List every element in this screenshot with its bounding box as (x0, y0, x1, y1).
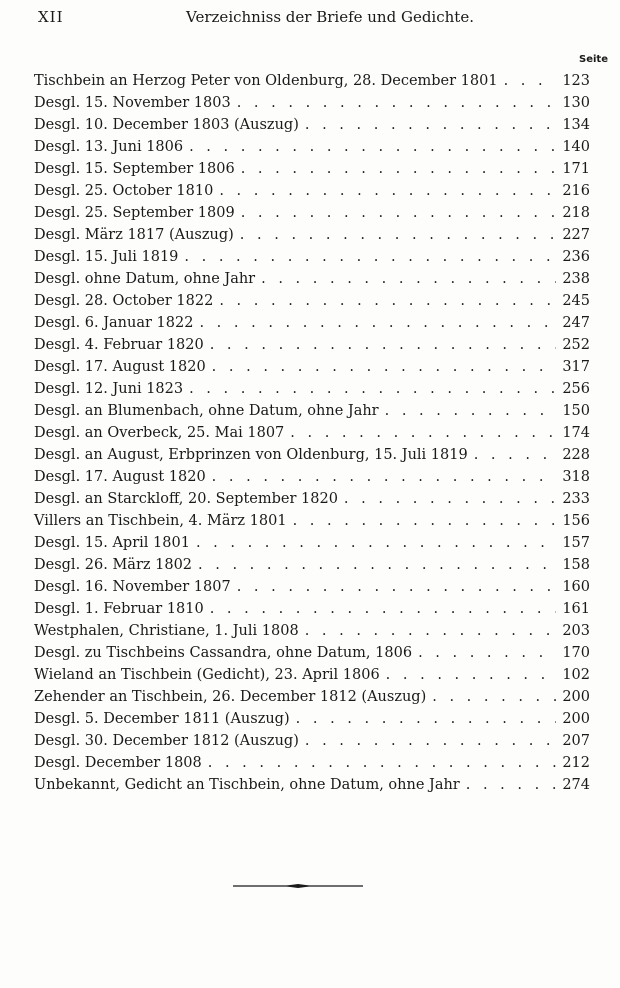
ornamental-rule (233, 884, 363, 888)
toc-entry-page: 238 (562, 271, 590, 287)
dot-leader (231, 576, 556, 598)
toc-entry-page: 233 (562, 491, 590, 507)
toc-entry-page: 256 (562, 381, 590, 397)
toc-entry (34, 92, 590, 114)
toc-entry (34, 686, 590, 708)
toc-entry-page: 170 (562, 645, 590, 661)
dot-leader (380, 664, 556, 686)
toc-entry (34, 334, 590, 356)
toc-entry-title: Desgl. 15. April 1801 (34, 535, 190, 551)
toc-entry-title: Desgl. an August, Erbprinzen von Oldenburg, 15. Juli 1819 (34, 447, 468, 463)
toc-entry-title: Desgl. 25. September 1809 (34, 205, 235, 221)
toc-entry-page: 227 (562, 227, 590, 243)
dot-leader (299, 114, 556, 136)
toc-entry-title: Desgl. 28. October 1822 (34, 293, 214, 309)
dot-leader (284, 422, 556, 444)
toc-entry-page: 171 (562, 161, 590, 177)
dot-leader (255, 268, 556, 290)
dot-leader (235, 158, 556, 180)
toc-entry (34, 158, 590, 180)
toc-entry-page: 247 (562, 315, 590, 331)
toc-entry-title: Desgl. 17. August 1820 (34, 359, 206, 375)
toc-entry-title: Desgl. 15. November 1803 (34, 95, 231, 111)
dot-leader (204, 598, 556, 620)
table-of-contents (34, 70, 590, 796)
toc-entry-page: 156 (562, 513, 590, 529)
dot-leader (234, 224, 556, 246)
toc-entry-title: Desgl. an Blumenbach, ohne Datum, ohne Jahr (34, 403, 379, 419)
dot-leader (498, 70, 556, 92)
toc-entry (34, 752, 590, 774)
toc-entry-title: Zehender an Tischbein, 26. December 1812 (Auszug) (34, 689, 427, 705)
toc-entry (34, 488, 590, 510)
toc-entry-title: Desgl. 15. Juli 1819 (34, 249, 179, 265)
toc-entry (34, 422, 590, 444)
toc-entry-title: Desgl. 12. Juni 1823 (34, 381, 184, 397)
dot-leader (338, 488, 556, 510)
dot-leader (204, 334, 556, 356)
toc-entry-title: Desgl. 1. Februar 1810 (34, 601, 204, 617)
dot-leader (231, 92, 556, 114)
toc-entry (34, 620, 590, 642)
toc-entry-page: 317 (562, 359, 590, 375)
toc-entry-title: Desgl. zu Tischbeins Cassandra, ohne Datum, 1806 (34, 645, 413, 661)
dot-leader (299, 620, 556, 642)
toc-entry-title: Desgl. 5. December 1811 (Auszug) (34, 711, 290, 727)
toc-entry-title: Desgl. ohne Datum, ohne Jahr (34, 271, 256, 287)
toc-entry-page: 161 (562, 601, 590, 617)
toc-entry-title: Desgl. an Overbeck, 25. Mai 1807 (34, 425, 285, 441)
toc-entry-page: 150 (562, 403, 590, 419)
toc-entry-title: Westphalen, Christiane, 1. Juli 1808 (34, 623, 299, 639)
toc-entry-title: Desgl. 13. Juni 1806 (34, 139, 184, 155)
toc-entry-page: 218 (562, 205, 590, 221)
toc-entry-title: Desgl. 17. August 1820 (34, 469, 206, 485)
dot-leader (299, 730, 556, 752)
toc-entry-page: 207 (562, 733, 590, 749)
toc-entry (34, 554, 590, 576)
dot-leader (178, 246, 556, 268)
toc-entry-title: Tischbein an Herzog Peter von Oldenburg, 28. December 1801 (34, 73, 498, 89)
dot-leader (213, 180, 556, 202)
toc-entry-title: Desgl. 25. October 1810 (34, 183, 214, 199)
toc-entry (34, 114, 590, 136)
toc-entry (34, 576, 590, 598)
toc-entry-page: 203 (562, 623, 590, 639)
page-column-label: Seite (579, 54, 608, 65)
toc-entry-page: 158 (562, 557, 590, 573)
toc-entry (34, 598, 590, 620)
dot-leader (183, 378, 556, 400)
toc-entry-page: 236 (562, 249, 590, 265)
toc-entry-page: 318 (562, 469, 590, 485)
toc-entry (34, 532, 590, 554)
toc-entry-page: 130 (562, 95, 590, 111)
dot-leader (235, 202, 556, 224)
toc-entry-page: 160 (562, 579, 590, 595)
toc-entry (34, 400, 590, 422)
toc-entry-page: 134 (562, 117, 590, 133)
toc-entry-page: 228 (562, 447, 590, 463)
toc-entry-title: Desgl. 26. März 1802 (34, 557, 193, 573)
toc-entry (34, 708, 590, 730)
dot-leader (206, 356, 556, 378)
toc-entry (34, 224, 590, 246)
toc-entry (34, 312, 590, 334)
toc-entry-page: 212 (562, 755, 590, 771)
toc-entry-page: 123 (562, 73, 590, 89)
dot-leader (213, 290, 556, 312)
toc-entry (34, 378, 590, 400)
page-number: XII (38, 8, 64, 26)
toc-entry (34, 466, 590, 488)
dot-leader (183, 136, 556, 158)
toc-entry (34, 774, 590, 796)
toc-entry (34, 246, 590, 268)
toc-entry (34, 180, 590, 202)
dot-leader (460, 774, 556, 796)
toc-entry-page: 274 (562, 777, 590, 793)
toc-entry-title: Desgl. 30. December 1812 (Auszug) (34, 733, 299, 749)
dot-leader (190, 532, 556, 554)
dot-leader (379, 400, 556, 422)
toc-entry-page: 174 (562, 425, 590, 441)
toc-entry (34, 136, 590, 158)
toc-entry (34, 642, 590, 664)
toc-entry-title: Desgl. December 1808 (34, 755, 202, 771)
toc-entry-title: Desgl. 10. December 1803 (Auszug) (34, 117, 299, 133)
dot-leader (287, 510, 556, 532)
toc-entry (34, 290, 590, 312)
toc-entry-page: 140 (562, 139, 590, 155)
toc-entry (34, 510, 590, 532)
toc-entry-title: Desgl. an Starckloff, 20. September 1820 (34, 491, 338, 507)
toc-entry-title: Unbekannt, Gedicht an Tischbein, ohne Datum, ohne Jahr (34, 777, 460, 793)
toc-entry (34, 730, 590, 752)
dot-leader (290, 708, 556, 730)
toc-entry-title: Desgl. 6. Januar 1822 (34, 315, 194, 331)
toc-entry (34, 268, 590, 290)
toc-entry (34, 444, 590, 466)
dot-leader (193, 312, 556, 334)
toc-entry-title: Desgl. 4. Februar 1820 (34, 337, 204, 353)
dot-leader (206, 466, 556, 488)
dot-leader (412, 642, 556, 664)
toc-entry-page: 252 (562, 337, 590, 353)
running-header (38, 8, 582, 32)
dot-leader (468, 444, 556, 466)
toc-entry-title: Villers an Tischbein, 4. März 1801 (34, 513, 287, 529)
toc-entry-title: Desgl. 16. November 1807 (34, 579, 231, 595)
dot-leader (192, 554, 556, 576)
dot-leader (426, 686, 556, 708)
toc-entry (34, 202, 590, 224)
toc-entry-title: Desgl. 15. September 1806 (34, 161, 235, 177)
toc-entry-page: 157 (562, 535, 590, 551)
toc-entry-page: 245 (562, 293, 590, 309)
toc-entry-title: Wieland an Tischbein (Gedicht), 23. April 1806 (34, 667, 380, 683)
toc-entry-page: 102 (562, 667, 590, 683)
toc-entry (34, 356, 590, 378)
toc-entry-title: Desgl. März 1817 (Auszug) (34, 227, 234, 243)
toc-entry (34, 664, 590, 686)
toc-entry-page: 216 (562, 183, 590, 199)
toc-entry (34, 70, 590, 92)
toc-entry-page: 200 (562, 711, 590, 727)
running-title: Verzeichniss der Briefe und Gedichte. (186, 8, 474, 26)
toc-entry-page: 200 (562, 689, 590, 705)
dot-leader (202, 752, 556, 774)
